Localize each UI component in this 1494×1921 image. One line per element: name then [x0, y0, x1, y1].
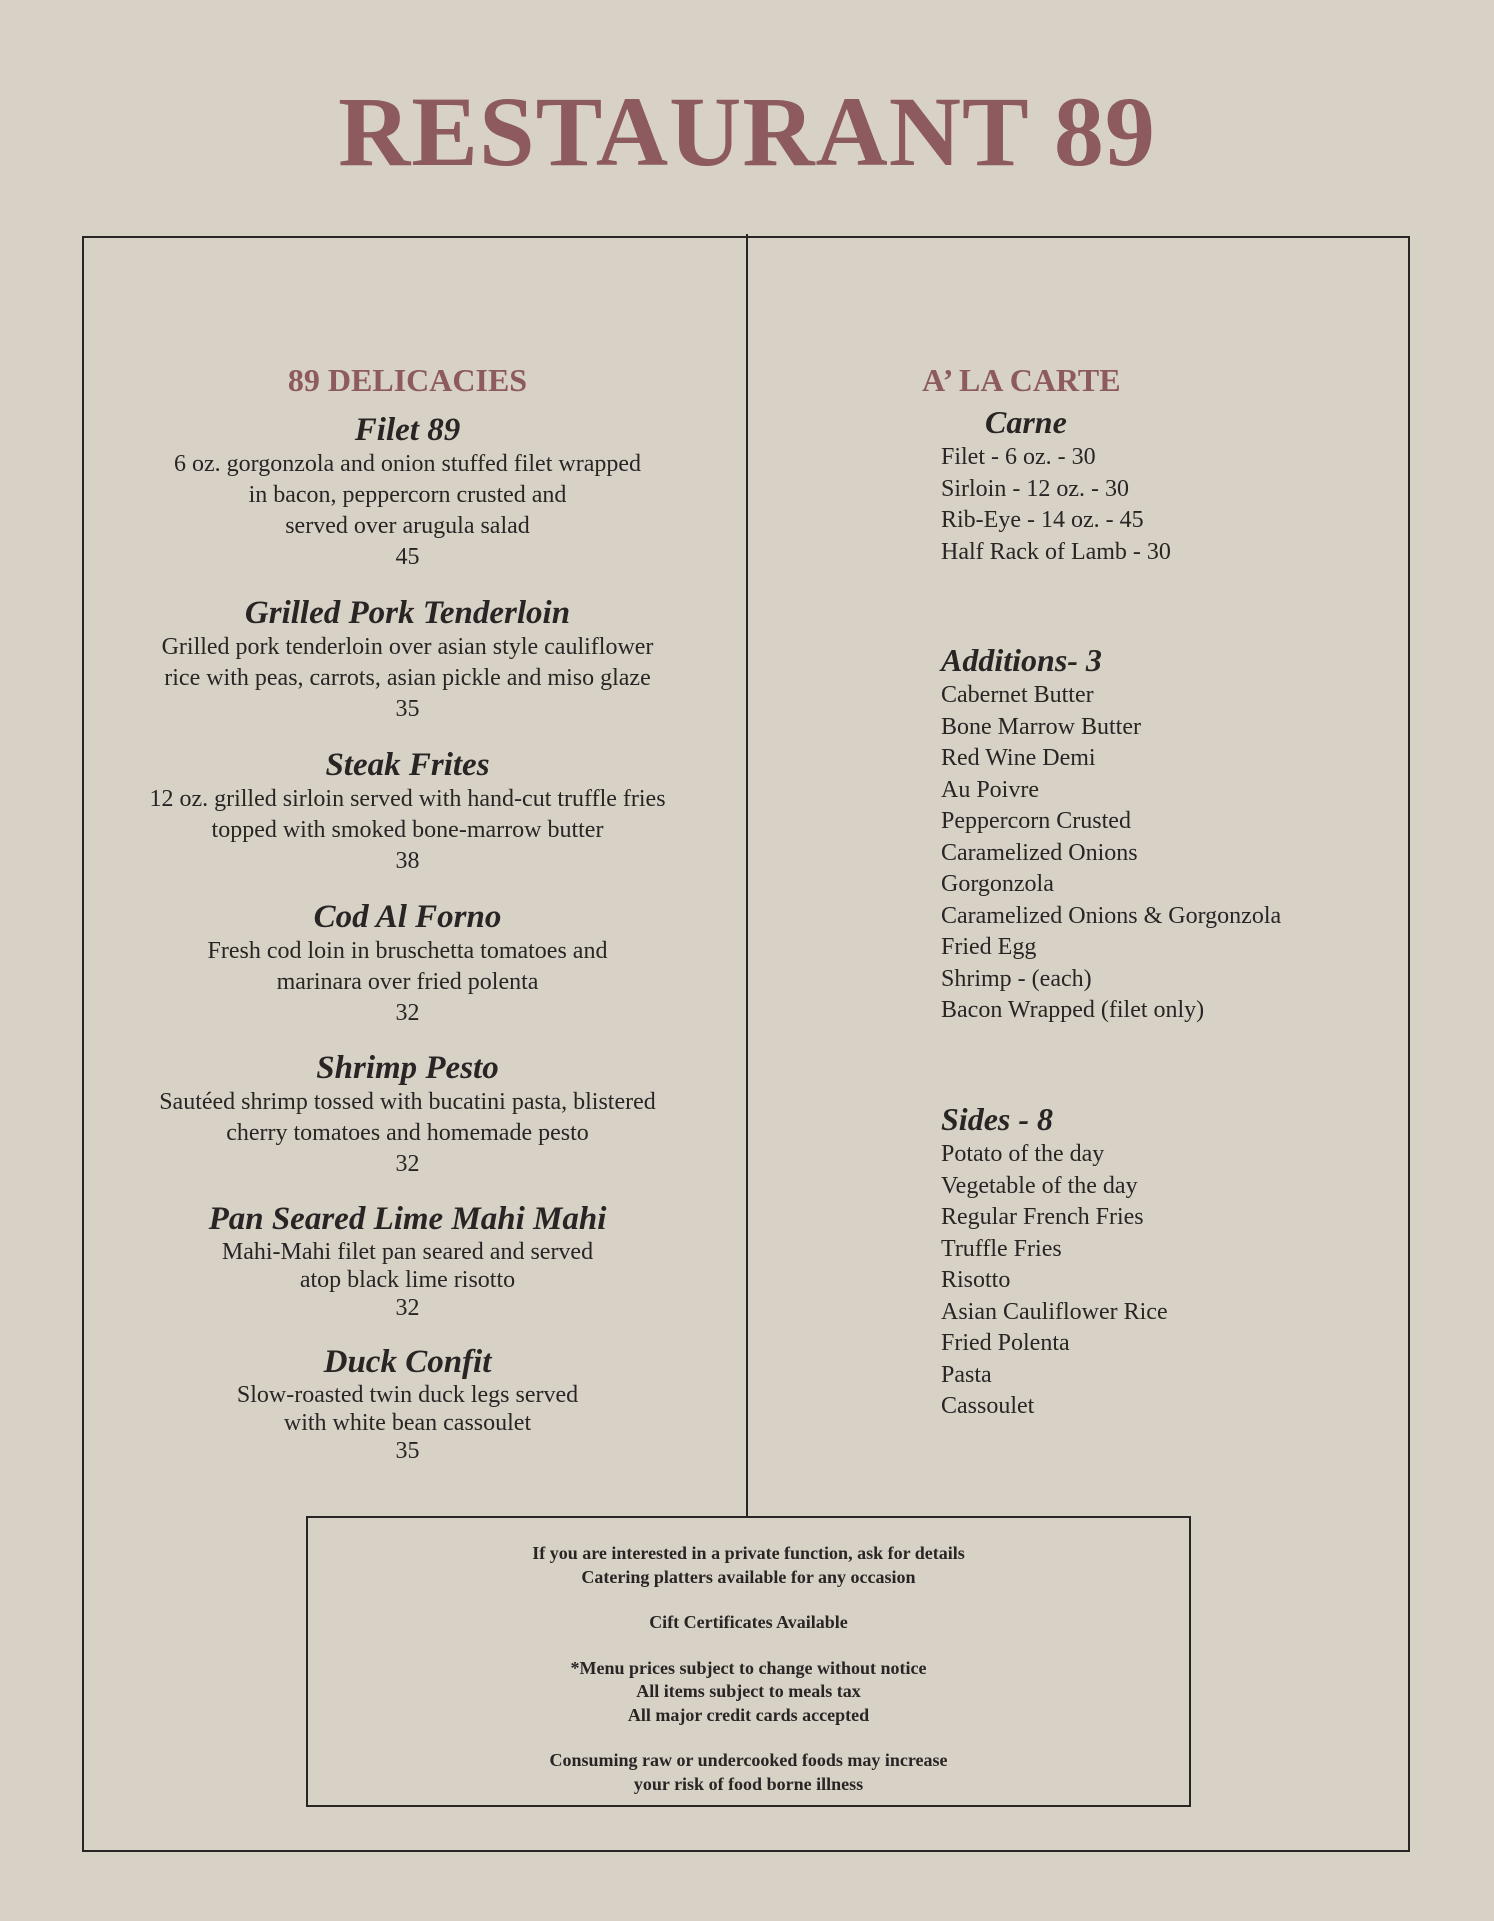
list-item: Au Poivre	[941, 776, 1039, 803]
list-item: Potato of the day	[941, 1141, 1105, 1167]
dish-filet-89	[100, 411, 715, 573]
list-item: Bacon Wrapped (filet only)	[941, 997, 1205, 1023]
list-item: Cabernet Butter	[941, 682, 1094, 708]
dish-steak-frites	[100, 746, 715, 877]
dish-price: 32	[395, 1000, 420, 1026]
notice-line: All major credit cards accepted	[627, 1704, 870, 1725]
dish-desc-line: rice with peas, carrots, asian pickle and miso glaze	[164, 665, 651, 691]
dish-name: Pan Seared Lime Mahi Mahi	[208, 1201, 607, 1237]
dish-desc-line: cherry tomatoes and homemade pesto	[226, 1120, 589, 1146]
dish-desc-line: topped with smoked bone-marrow butter	[211, 817, 604, 843]
dish-desc-line: 12 oz. grilled sirloin served with hand-cut truffle fries	[149, 786, 666, 812]
list-item: Sirloin - 12 oz. - 30	[941, 475, 1129, 502]
dish-desc-line: Grilled pork tenderloin over asian style cauliflower	[161, 634, 654, 660]
alacarte-heading: A’ LA CARTE	[922, 362, 1121, 398]
list-item: Risotto	[941, 1267, 1011, 1293]
notice-line: your risk of food borne illness	[633, 1773, 864, 1794]
additions-list	[941, 680, 1281, 1027]
dish-grilled-pork-tenderloin	[100, 594, 715, 725]
list-item: Peppercorn Crusted	[941, 808, 1131, 834]
dish-price: 35	[395, 696, 420, 722]
dish-desc-line: 6 oz. gorgonzola and onion stuffed filet wrapped	[174, 451, 641, 477]
page-title: RESTAURANT 89	[338, 76, 1156, 187]
dish-desc-line: Fresh cod loin in bruschetta tomatoes and	[207, 938, 608, 964]
delicacies-heading: 89 DELICACIES	[287, 362, 528, 398]
dish-desc-line: Mahi-Mahi filet pan seared and served	[221, 1239, 594, 1265]
list-item: Rib-Eye - 14 oz. - 45	[941, 507, 1144, 533]
list-item: Bone Marrow Butter	[941, 713, 1141, 740]
list-item: Cassoulet	[941, 1393, 1035, 1419]
list-item: Red Wine Demi	[941, 745, 1096, 771]
dish-desc-line: Sautéed shrimp tossed with bucatini pasta, blistered	[159, 1089, 656, 1115]
dish-shrimp-pesto	[100, 1049, 715, 1180]
dish-price: 32	[395, 1151, 420, 1177]
dish-price: 35	[395, 1438, 420, 1464]
dish-price: 38	[395, 848, 420, 874]
notice-line: Consuming raw or undercooked foods may increase	[549, 1750, 948, 1770]
list-item: Vegetable of the day	[941, 1172, 1138, 1199]
dish-cod-al-forno	[100, 898, 715, 1029]
list-item: Fried Polenta	[941, 1330, 1070, 1356]
list-item: Asian Cauliflower Rice	[941, 1298, 1168, 1325]
dish-name: Duck Confit	[323, 1344, 492, 1380]
dish-price: 32	[395, 1295, 420, 1321]
sides-list	[941, 1139, 1168, 1423]
notice-box	[306, 1516, 1191, 1807]
list-item: Pasta	[941, 1361, 992, 1388]
dish-name: Shrimp Pesto	[316, 1050, 499, 1086]
notice-line: All items subject to meals tax	[636, 1681, 861, 1701]
list-item: Truffle Fries	[941, 1235, 1062, 1262]
dish-name: Cod Al Forno	[313, 899, 502, 935]
dish-desc-line: Slow-roasted twin duck legs served	[236, 1382, 579, 1408]
dish-desc-line: in bacon, peppercorn crusted and	[248, 482, 567, 508]
dish-desc-line: served over arugula salad	[285, 513, 530, 539]
additions-heading: Additions- 3	[941, 642, 1102, 678]
notice-line: If you are interested in a private function, ask for details	[532, 1543, 965, 1563]
list-item: Shrimp - (each)	[941, 965, 1092, 992]
notice-line: Cift Certificates Available	[649, 1612, 848, 1632]
dish-name: Grilled Pork Tenderloin	[244, 595, 571, 631]
dish-name: Steak Frites	[325, 747, 490, 783]
list-item: Caramelized Onions & Gorgonzola	[941, 902, 1282, 929]
list-item: Fried Egg	[941, 934, 1037, 960]
list-item: Caramelized Onions	[941, 839, 1138, 866]
carne-heading: Carne	[985, 404, 1067, 440]
list-item: Half Rack of Lamb - 30	[941, 538, 1171, 565]
sides-heading: Sides - 8	[941, 1101, 1053, 1137]
dish-desc-line: marinara over fried polenta	[276, 969, 539, 995]
list-item: Filet - 6 oz. - 30	[941, 444, 1096, 470]
list-item: Regular French Fries	[941, 1204, 1144, 1230]
column-divider	[746, 234, 748, 1517]
list-item: Gorgonzola	[941, 871, 1054, 897]
carne-list	[941, 442, 1171, 568]
dish-desc-line: atop black lime risotto	[299, 1267, 516, 1293]
dish-desc-line: with white bean cassoulet	[283, 1410, 532, 1436]
notice-line: Catering platters available for any occasion	[581, 1566, 916, 1587]
dish-price: 45	[395, 544, 420, 570]
notice-line: *Menu prices subject to change without notice	[570, 1657, 927, 1678]
dish-name: Filet 89	[354, 412, 461, 448]
dish-duck-confit	[100, 1343, 715, 1465]
dish-pan-seared-lime-mahi-mahi	[100, 1200, 715, 1322]
